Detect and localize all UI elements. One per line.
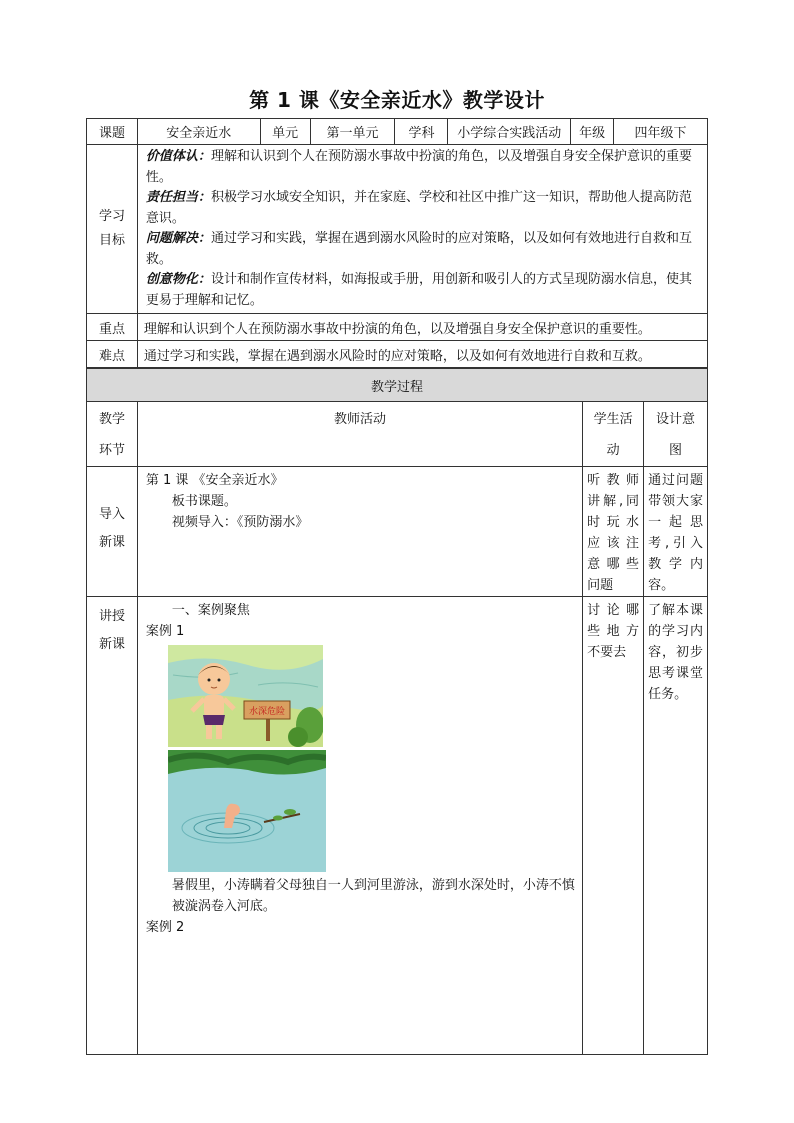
goal-item: 创意物化：设计和制作宣传材料，如海报或手册，用创新和吸引人的方式呈现防溺水信息，使其更易于理解和记忆。 xyxy=(145,272,692,308)
info-row xyxy=(87,119,708,145)
intro-student: 听教师讲解,同时玩水应该注意哪些问题 xyxy=(583,467,644,597)
subject-value: 小学综合实践活动 xyxy=(448,119,571,145)
student-header: 学生活 动 xyxy=(583,402,644,467)
lesson-info-table xyxy=(86,118,708,368)
header-row xyxy=(87,402,708,467)
intro-row xyxy=(87,467,708,597)
subject-label: 学科 xyxy=(395,119,448,145)
intro-design: 通过问题带领大家一起思考,引入教学内容。 xyxy=(644,467,708,597)
sign-text: 水深危险 xyxy=(248,707,285,717)
lecture-phase: 讲授 新课 xyxy=(87,597,138,1055)
intro-teacher: 第 1 课 《安全亲近水》 板书课题。 视频导入：《预防溺水》 xyxy=(137,467,582,597)
difficulty-label: 难点 xyxy=(87,341,138,368)
grade-value: 四年级下 xyxy=(614,119,708,145)
difficulty-row xyxy=(87,341,708,368)
case-1-drowning-illustration xyxy=(168,750,326,872)
page-title: 第 1 课《安全亲近水》教学设计 xyxy=(249,88,545,112)
difficulty-text: 通过学习和实践，掌握在遇到溺水风险时的应对策略，以及如何有效地进行自救和互救。 xyxy=(137,341,707,368)
process-table xyxy=(86,368,708,1055)
goal-item: 问题解决：通过学习和实践，掌握在遇到溺水风险时的应对策略，以及如何有效地进行自救和互救。 xyxy=(145,231,692,267)
goals-row xyxy=(87,145,708,314)
key-point-label: 重点 xyxy=(87,314,138,341)
process-band: 教学过程 xyxy=(87,369,708,402)
lecture-row xyxy=(87,597,708,1055)
phase-header: 教学 环节 xyxy=(87,402,138,467)
goals-content xyxy=(137,145,707,314)
case-1-story: 暑假里，小涛瞒着父母独自一人到河里游泳，游到水深处时，小涛不慎被漩涡卷入河底。 xyxy=(171,878,575,914)
lecture-design: 了解本课的学习内容，初步思考课堂任务。 xyxy=(644,597,708,1055)
intro-phase: 导入 新课 xyxy=(87,467,138,597)
design-header: 设计意 图 xyxy=(644,402,708,467)
section-heading: 一、案例聚焦 xyxy=(171,603,250,618)
teacher-header: 教师活动 xyxy=(137,402,582,467)
band-row xyxy=(87,369,708,402)
case-1-label: 案例 1 xyxy=(145,624,185,639)
lecture-student: 讨论哪些地方不要去 xyxy=(583,597,644,1055)
key-point-row xyxy=(87,314,708,341)
topic-value: 安全亲近水 xyxy=(137,119,260,145)
goal-item: 责任担当：积极学习水域安全知识，并在家庭、学校和社区中推广这一知识，帮助他人提高防范意识。 xyxy=(145,190,692,226)
goals-label: 学习 目标 xyxy=(87,145,138,314)
lecture-teacher xyxy=(137,597,582,1055)
unit-value: 第一单元 xyxy=(310,119,395,145)
topic-label: 课题 xyxy=(87,119,138,145)
grade-label: 年级 xyxy=(571,119,614,145)
case-2-label: 案例 2 xyxy=(145,920,185,935)
key-point-text: 理解和认识到个人在预防溺水事故中扮演的角色，以及增强自身安全保护意识的重要性。 xyxy=(137,314,707,341)
unit-label: 单元 xyxy=(260,119,310,145)
case-1-illustration xyxy=(168,645,323,747)
goal-item: 价值体认：理解和认识到个人在预防溺水事故中扮演的角色，以及增强自身安全保护意识的重要性。 xyxy=(145,149,692,185)
